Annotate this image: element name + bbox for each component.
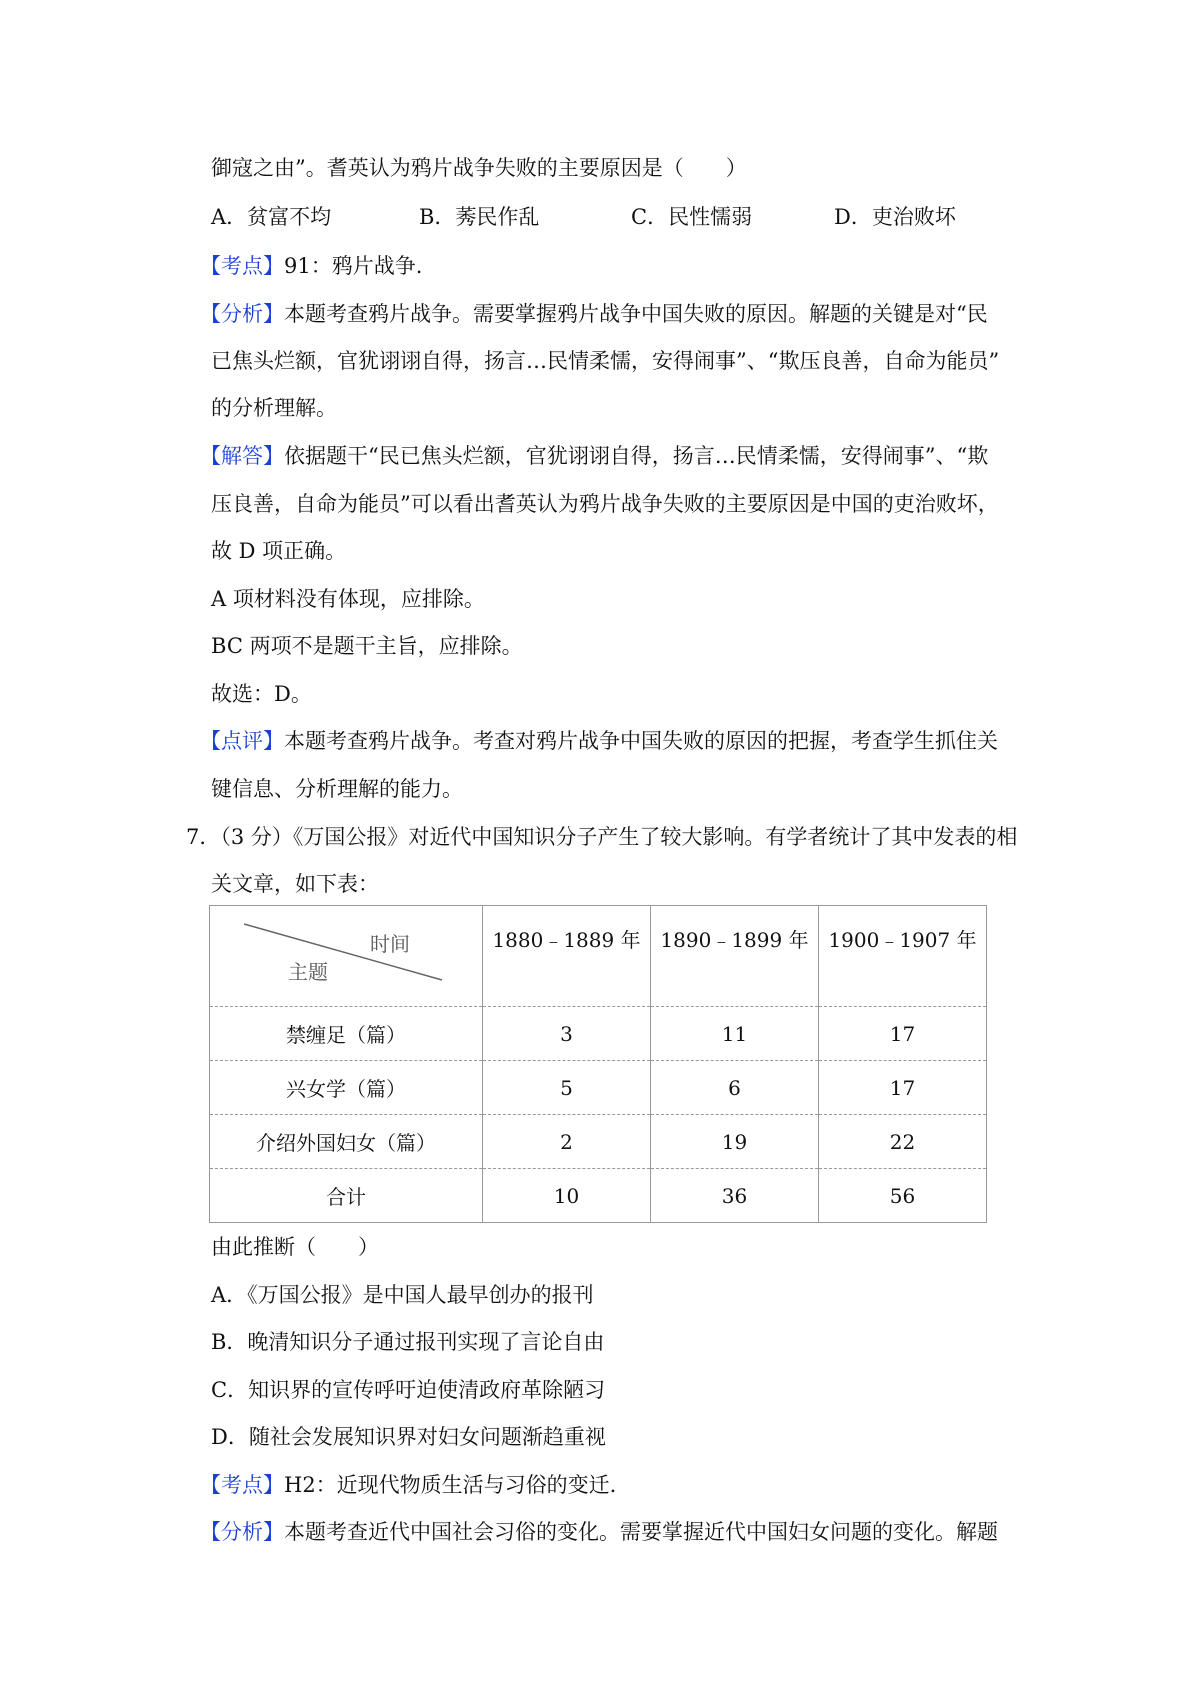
q7-fenxi-text: 本题考查近代中国社会习俗的变化。需要掌握近代中国妇女问题的变化。解题 — [284, 1520, 998, 1544]
q7-option-d: D．随社会发展知识界对妇女问题渐趋重视 — [211, 1425, 606, 1449]
statistics-table — [209, 905, 987, 1223]
q7-stem-line-2: 关文章，如下表： — [211, 872, 379, 896]
row-label: 介绍外国妇女（篇） — [210, 1115, 483, 1169]
table-cell: 19 — [651, 1115, 819, 1169]
option-b: B．莠民作乱 — [419, 205, 540, 229]
q7-option-a: A．《万国公报》是中国人最早创办的报刊 — [211, 1283, 594, 1307]
table-cell: 3 — [483, 1007, 651, 1061]
column-header: 1880﹣1889 年 — [483, 906, 651, 1007]
corner-label-topic: 主题 — [288, 960, 328, 984]
table-cell: 17 — [819, 1061, 987, 1115]
table-cell: 2 — [483, 1115, 651, 1169]
table-cell: 10 — [483, 1169, 651, 1223]
q7-option-c: C．知识界的宣传呼吁迫使清政府革除陋习 — [211, 1378, 606, 1402]
jieda-text-1: 依据题干“民已焦头烂额，官犹诩诩自得，扬言…民情柔懦，安得闹事”、“欺 — [284, 444, 989, 468]
table-cell: 22 — [819, 1115, 987, 1169]
table-cell: 6 — [651, 1061, 819, 1115]
kaodian-line — [200, 251, 422, 281]
table-cell: 56 — [819, 1169, 987, 1223]
table-cell: 11 — [651, 1007, 819, 1061]
option-d: D．吏治败坏 — [834, 205, 956, 229]
q7-stem-line-1: 7．（3 分）《万国公报》对近代中国知识分子产生了较大影响。有学者统计了其中发表的相 — [186, 825, 1018, 849]
fenxi-line-2: 已焦头烂额，官犹诩诩自得，扬言…民情柔懦，安得闹事”、“欺压良善，自命为能员” — [211, 349, 1000, 373]
table-corner-cell — [210, 906, 483, 1007]
q7-fenxi-tag: 【分析】 — [200, 1520, 284, 1544]
q7-kaodian-line — [200, 1470, 616, 1500]
diagonal-line — [210, 906, 482, 1006]
dianping-line-1 — [200, 726, 998, 756]
column-header: 1890﹣1899 年 — [651, 906, 819, 1007]
q7-prompt: 由此推断（ ） — [211, 1235, 379, 1259]
kaodian-text: 91：鸦片战争. — [284, 254, 423, 278]
jieda-line-4: A 项材料没有体现，应排除。 — [211, 587, 485, 611]
column-header: 1900﹣1907 年 — [819, 906, 987, 1007]
kaodian-tag: 【考点】 — [200, 254, 284, 278]
jieda-tag: 【解答】 — [200, 444, 284, 468]
table-row — [210, 1115, 987, 1169]
corner-label-time: 时间 — [370, 932, 410, 956]
table-row — [210, 1007, 987, 1061]
fenxi-line-1 — [200, 299, 988, 329]
diagonal-header — [210, 906, 482, 1006]
q7-fenxi-line — [200, 1517, 998, 1547]
q7-option-b: B．晚清知识分子通过报刊实现了言论自由 — [211, 1330, 605, 1354]
jieda-line-1 — [200, 441, 988, 471]
dianping-text-1: 本题考查鸦片战争。考查对鸦片战争中国失败的原因的把握，考查学生抓住关 — [284, 729, 998, 753]
question-stem-tail: 御寇之由”。耆英认为鸦片战争失败的主要原因是（ ） — [211, 156, 747, 180]
q7-kaodian-text: H2：近现代物质生活与习俗的变迁. — [284, 1473, 617, 1497]
table-row — [210, 1061, 987, 1115]
jieda-line-6: 故选：D。 — [211, 682, 312, 706]
fenxi-text-1: 本题考查鸦片战争。需要掌握鸦片战争中国失败的原因。解题的关键是对“民 — [284, 302, 988, 326]
table-cell: 5 — [483, 1061, 651, 1115]
jieda-line-2: 压良善，自命为能员”可以看出耆英认为鸦片战争失败的主要原因是中国的吏治败坏， — [211, 492, 999, 516]
option-a: A．贫富不均 — [211, 205, 332, 229]
fenxi-tag: 【分析】 — [200, 302, 284, 326]
fenxi-line-3: 的分析理解。 — [211, 396, 337, 420]
jieda-line-5: BC 两项不是题干主旨，应排除。 — [211, 634, 523, 658]
q7-kaodian-tag: 【考点】 — [200, 1473, 284, 1497]
option-c: C．民性懦弱 — [631, 205, 753, 229]
row-label: 禁缠足（篇） — [210, 1007, 483, 1061]
row-label: 兴女学（篇） — [210, 1061, 483, 1115]
table-row-total — [210, 1169, 987, 1223]
row-label: 合计 — [210, 1169, 483, 1223]
table-header-row — [210, 906, 987, 1007]
jieda-line-3: 故 D 项正确。 — [211, 539, 347, 563]
dianping-tag: 【点评】 — [200, 729, 284, 753]
table-cell: 17 — [819, 1007, 987, 1061]
dianping-line-2: 键信息、分析理解的能力。 — [211, 777, 463, 801]
table-cell: 36 — [651, 1169, 819, 1223]
